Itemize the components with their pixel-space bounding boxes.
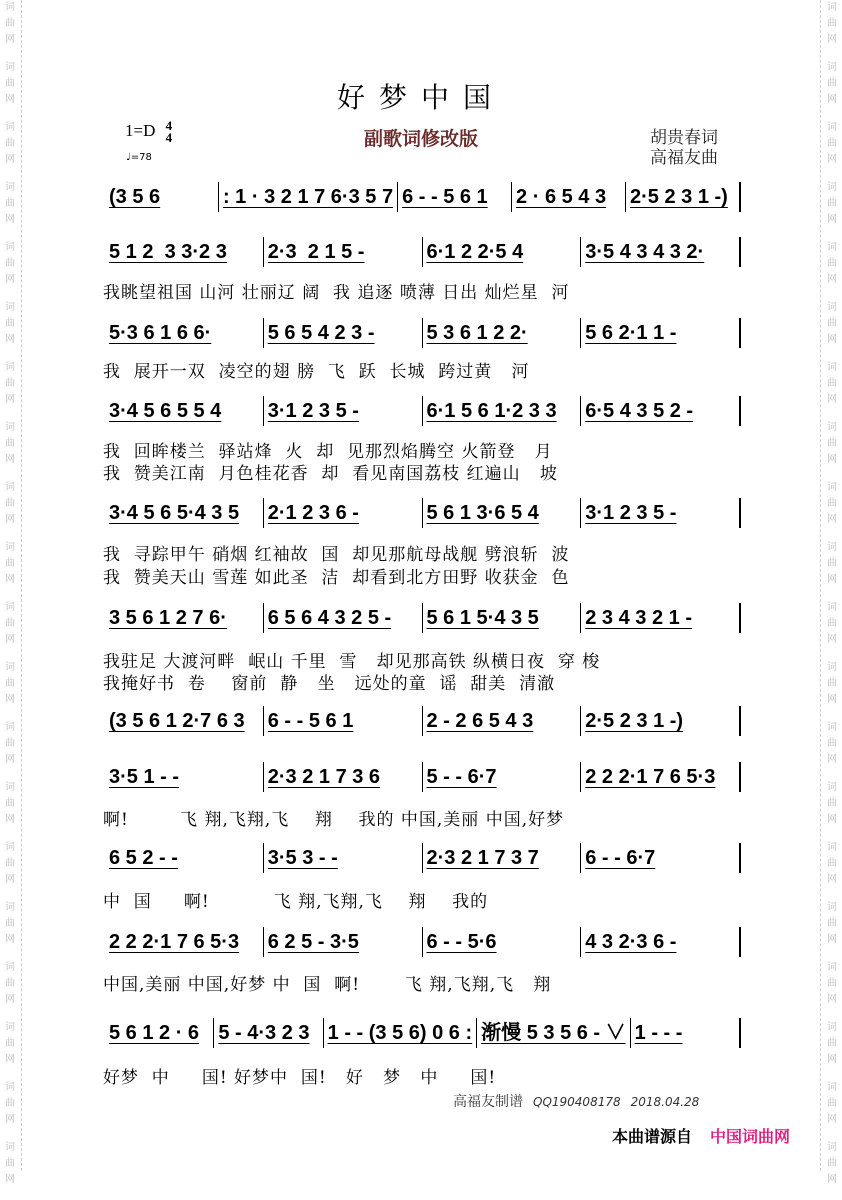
measure: (3 5 6 [105,182,219,212]
watermark-text: 词 曲 网 [827,902,837,945]
score-row [105,237,741,267]
source-note [612,1124,790,1147]
watermark-text: 词 曲 网 [5,842,15,885]
measure: 2 2 2·1 7 6 5·3 [105,927,264,957]
source-brand-link[interactable]: 中国词曲网 [710,1127,791,1146]
watermark-text: 词 曲 网 [5,662,15,705]
lyrics-line: 我驻足 大渡河畔 岷山 千里 雪 却见那高铁 纵横日夜 穿 梭 [103,652,601,672]
measure: 5 6 1 5·4 3 5 [423,603,582,633]
watermark-text: 词 曲 网 [827,302,837,345]
score-row [105,396,741,426]
watermark-text: 词 曲 网 [827,602,837,645]
measure: 2 · 6 5 4 3 [512,182,626,212]
measure: 1 - - - [631,1018,741,1048]
lyrics-line: 我 赞美天山 雪莲 如此圣 洁 却看到北方田野 收获金 色 [103,568,570,588]
authors [650,128,718,168]
tempo-marking: ♩=78 [126,152,152,163]
score-row [105,927,741,957]
measure: 6 5 6 4 3 2 5 - [264,603,423,633]
date: 2018.04.28 [630,1095,700,1109]
measure: 2·3 2 1 5 - [264,237,423,267]
measure: 5 6 5 4 2 3 - [264,318,423,348]
measure: 渐慢 5 3 5 6 - ∨ [477,1018,631,1048]
measure: 5 - - 6·7 [423,762,582,792]
measure: 3·1 2 3 5 - [581,498,741,528]
measure: 6·1 5 6 1·2 3 3 [423,396,582,426]
measure: 5 1 2 3 3·2 3 [105,237,264,267]
measure: 5·3 6 1 6 6· [105,318,264,348]
watermark-text: 词 曲 网 [5,122,15,165]
watermark-strip-right [820,0,839,1185]
score-row [105,1018,741,1048]
measure: 3·1 2 3 5 - [264,396,423,426]
watermark-text: 词 曲 网 [5,362,15,405]
watermark-text: 词 曲 网 [5,482,15,525]
measure: 2·1 2 3 6 - [264,498,423,528]
watermark-text: 词 曲 网 [827,62,837,105]
measure: 6 - - 6·7 [581,843,741,873]
watermark-text: 词 曲 网 [827,722,837,765]
measure: 3·4 5 6 5·4 3 5 [105,498,264,528]
watermark-text: 词 曲 网 [827,1142,837,1185]
song-title: 好梦中国 [336,81,505,114]
measure: 2·3 2 1 7 3 7 [423,843,582,873]
watermark-text: 词 曲 网 [827,1082,837,1125]
watermark-text: 词 曲 网 [5,182,15,225]
watermark-text: 词 曲 网 [827,782,837,825]
score-row [105,318,741,348]
lyrics-line: 我 回眸楼兰 驿站烽 火 却 见那烈焰腾空 火箭登 月 [103,442,553,462]
measure: 2 3 4 3 2 1 - [581,603,741,633]
measure: 4 3 2·3 6 - [581,927,741,957]
watermark-text: 词 曲 网 [827,122,837,165]
measure: 2·3 2 1 7 3 6 [264,762,423,792]
subtitle: 副歌词修改版 [363,128,478,150]
measure: 3·5 4 3 4 3 2· [581,237,741,267]
measure: 2·5 2 3 1 -) [626,182,741,212]
measure: 2 - 2 6 5 4 3 [423,706,582,736]
watermark-text: 词 曲 网 [5,722,15,765]
measure: 6·5 4 3 5 2 - [581,396,741,426]
watermark-text: 词 曲 网 [827,422,837,465]
measure: (3 5 6 1 2·7 6 3 [105,706,264,736]
measure: 6 2 5 - 3·5 [264,927,423,957]
lyrics-line: 我眺望祖国 山河 壮丽辽 阔 我 追逐 喷薄 日出 灿烂星 河 [103,283,570,303]
lyricist: 胡贵春词 [650,128,718,148]
score-row [105,843,741,873]
watermark-text: 词 曲 网 [5,1142,15,1185]
measure: : 1 · 3 2 1 7 6·3 5 7 [219,182,398,212]
watermark-text: 词 曲 网 [5,1022,15,1065]
lyrics-line: 啊! 飞 翔,飞翔,飞 翔 我的 中国,美丽 中国,好梦 [103,810,565,830]
lyrics-line: 中 国 啊! 飞 翔,飞翔,飞 翔 我的 [103,892,489,912]
measure: 3·5 3 - - [264,843,423,873]
watermark-text: 词 曲 网 [827,182,837,225]
watermark-strip-left [3,0,22,1185]
watermark-text: 词 曲 网 [5,62,15,105]
measure: 5 6 1 2 · 6 [105,1018,214,1048]
watermark-text: 词 曲 网 [827,482,837,525]
credit-line [453,1091,699,1111]
watermark-text: 词 曲 网 [827,242,837,285]
watermark-text: 词 曲 网 [5,242,15,285]
watermark-text: 词 曲 网 [827,662,837,705]
measure: 6 - - 5 6 1 [264,706,423,736]
measure: 3 5 6 1 2 7 6· [105,603,264,633]
watermark-text: 词 曲 网 [5,962,15,1005]
score-row [105,706,741,736]
measure: 5 - 4·3 2 3 [214,1018,323,1048]
measure: 2 2 2·1 7 6 5·3 [581,762,741,792]
watermark-text: 词 曲 网 [5,902,15,945]
lyrics-line: 我 赞美江南 月色桂花香 却 看见南国荔枝 红遍山 坡 [103,464,558,484]
measure: 3·4 5 6 5 5 4 [105,396,264,426]
measure: 1 - - (3 5 6) 0 6 : [324,1018,478,1048]
lyrics-line: 好梦 中 国! 好梦中 国! 好 梦 中 国! [103,1068,497,1088]
watermark-text: 词 曲 网 [5,602,15,645]
watermark-text: 词 曲 网 [5,1082,15,1125]
watermark-text: 词 曲 网 [5,542,15,585]
watermark-text: 词 曲 网 [5,422,15,465]
watermark-text: 词 曲 网 [827,2,837,45]
measure: 6 - - 5·6 [423,927,582,957]
source-label: 本曲谱源自 [612,1127,693,1146]
score-row [105,182,741,212]
watermark-text: 词 曲 网 [5,302,15,345]
composer: 高福友曲 [650,148,718,168]
score-row [105,603,741,633]
watermark-text: 词 曲 网 [5,782,15,825]
watermark-text: 词 曲 网 [827,362,837,405]
measure: 6·1 2 2·5 4 [423,237,582,267]
lyrics-line: 我掩好书 卷 窗前 静 坐 远处的童 谣 甜美 清澈 [103,674,556,694]
arranger: 高福友制谱 [453,1094,523,1110]
watermark-text: 词 曲 网 [827,842,837,885]
time-top: 4 [165,118,173,133]
lyrics-line: 我 展开一双 凌空的翅 膀 飞 跃 长城 跨过黄 河 [103,362,530,382]
watermark-text: 词 曲 网 [827,962,837,1005]
time-bottom: 4 [165,130,173,145]
key: 1=D [125,120,156,140]
measure: 6 - - 5 6 1 [398,182,512,212]
measure: 5 6 1 3·6 5 4 [423,498,582,528]
lyrics-line: 中国,美丽 中国,好梦 中 国 啊! 飞 翔,飞翔,飞 翔 [103,975,552,995]
qq-number: QQ190408178 [533,1095,621,1109]
measure: 5 6 2·1 1 - [581,318,741,348]
watermark-text: 词 曲 网 [5,2,15,45]
measure: 5 3 6 1 2 2· [423,318,582,348]
score-row [105,498,741,528]
measure: 3·5 1 - - [105,762,264,792]
score-row [105,762,741,792]
watermark-text: 词 曲 网 [827,1022,837,1065]
measure: 6 5 2 - - [105,843,264,873]
watermark-text: 词 曲 网 [827,542,837,585]
lyrics-line: 我 寻踪甲午 硝烟 红袖故 国 却见那航母战舰 劈浪斩 波 [103,545,570,565]
measure: 2·5 2 3 1 -) [581,706,741,736]
